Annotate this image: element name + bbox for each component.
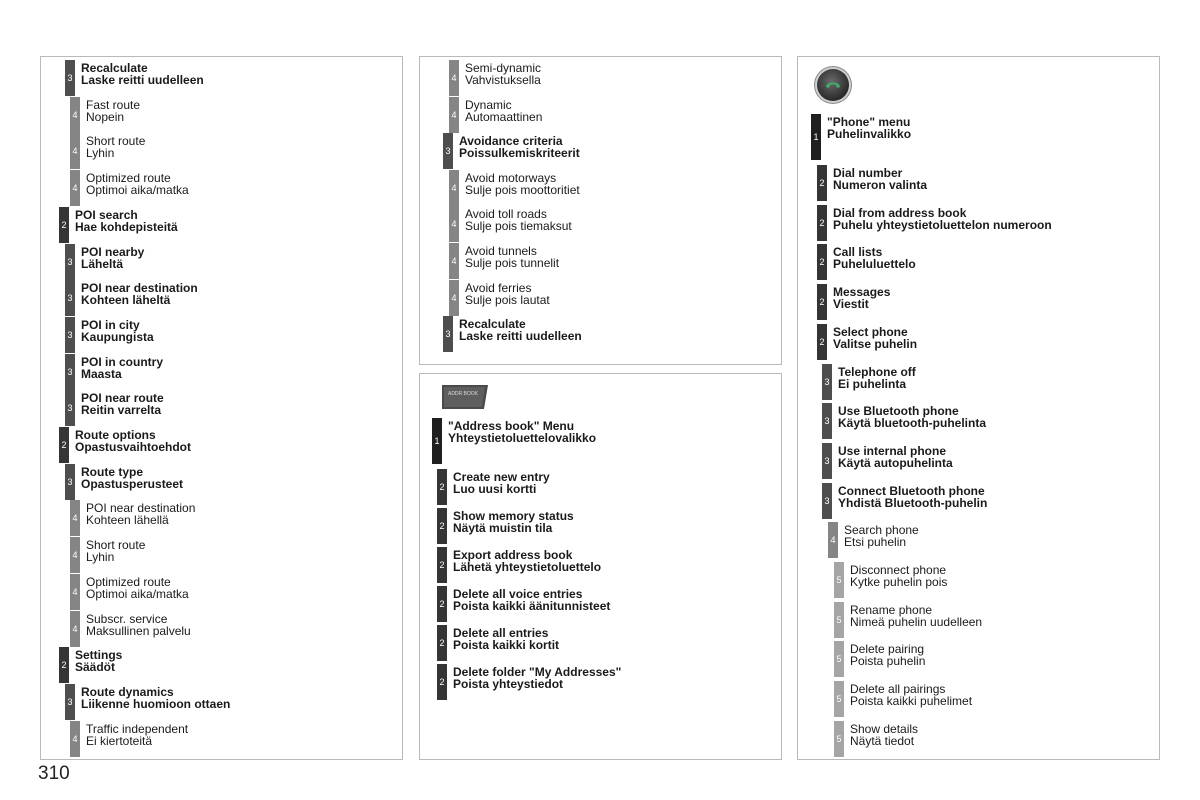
menu-item-label-en: Dial from address book [833, 205, 967, 220]
menu-item-labels [86, 576, 189, 600]
menu-level-marker: 4 [70, 170, 80, 206]
menu-item-label-en: Route dynamics [81, 684, 174, 699]
menu-level-marker: 3 [65, 280, 75, 316]
menu-item-label-en: "Phone" menu [827, 115, 911, 129]
menu-item-label-fi: Maasta [81, 366, 122, 381]
menu-item-labels [86, 502, 195, 526]
menu-item-label-en: POI near destination [86, 501, 196, 516]
menu-item-labels [81, 356, 163, 380]
menu-level-marker: 4 [449, 60, 459, 96]
menu-item-labels [75, 649, 122, 673]
menu-item-label-en: POI near destination [81, 281, 198, 296]
menu-item-label-en: Use internal phone [838, 443, 947, 458]
menu-item-labels [465, 282, 550, 306]
menu-item-label-en: Delete pairing [850, 642, 925, 657]
menu-item-label-en: Avoid tunnels [465, 244, 537, 258]
menu-item-labels [81, 392, 164, 416]
menu-item-label-fi: Näytä tiedot [850, 733, 915, 748]
menu-item-label-en: POI near route [81, 391, 164, 406]
menu-level-marker: 4 [828, 522, 838, 558]
menu-item-label-en: Settings [75, 648, 123, 663]
menu-level-marker: 1 [811, 114, 821, 160]
menu-item-labels [850, 643, 925, 667]
menu-item-label-fi: Lähetä yhteystietoluettelo [453, 560, 602, 574]
menu-item-labels [86, 135, 145, 159]
menu-level-marker: 2 [437, 586, 447, 622]
menu-item-label-fi: Poista kaikki äänitunnisteet [453, 599, 611, 613]
menu-item-label-fi: Käytä autopuhelinta [838, 455, 953, 470]
menu-level-marker: 2 [817, 284, 827, 320]
menu-item-labels [838, 366, 916, 390]
menu-level-marker: 2 [59, 647, 69, 683]
menu-item-label-fi: Lyhin [86, 550, 115, 565]
menu-item-label-fi: Sulje pois tiemaksut [465, 219, 572, 234]
menu-level-marker: 4 [449, 280, 459, 316]
menu-item-labels [465, 245, 559, 269]
menu-item-labels [453, 588, 610, 612]
menu-level-marker: 3 [822, 483, 832, 519]
menu-item-label-en: Optimized route [86, 171, 171, 186]
menu-level-marker: 3 [822, 364, 832, 400]
menu-item-labels [459, 135, 580, 159]
menu-item-label-fi: Opastusvaihtoehdot [75, 440, 192, 454]
menu-item-labels [81, 319, 154, 343]
menu-level-marker: 4 [449, 170, 459, 206]
menu-item-label-en: Short route [86, 134, 146, 149]
menu-item-labels [833, 246, 916, 270]
menu-item-labels [86, 539, 145, 563]
menu-item-label-en: "Address book" Menu [448, 419, 575, 433]
menu-item-labels [850, 564, 947, 588]
menu-item-label-fi: Läheltä [81, 256, 124, 271]
menu-item-labels [81, 62, 204, 86]
menu-item-label-en: Export address book [453, 548, 573, 562]
menu-item-label-fi: Puhelinvalikko [827, 127, 912, 141]
menu-level-marker: 5 [834, 602, 844, 638]
menu-item-label-fi: Kaupungista [81, 329, 154, 344]
menu-item-labels [838, 485, 987, 509]
menu-item-labels [850, 683, 972, 707]
menu-item-label-fi: Valitse puhelin [833, 336, 918, 351]
menu-level-marker: 3 [65, 317, 75, 353]
menu-level-marker: 2 [817, 244, 827, 280]
menu-item-labels [850, 723, 918, 747]
menu-item-label-en: POI in city [81, 317, 140, 332]
menu-item-label-en: Dial number [833, 166, 903, 180]
menu-item-labels [833, 286, 890, 310]
menu-item-label-en: Rename phone [850, 602, 933, 617]
menu-item-label-en: Avoid motorways [465, 170, 557, 185]
menu-item-label-fi: Näytä muistin tila [453, 521, 553, 535]
menu-item-label-en: Search phone [844, 523, 919, 538]
address-book-key-label: ADDR BOOK [447, 391, 479, 397]
menu-item-label-en: Telephone off [838, 364, 916, 379]
menu-level-marker: 4 [70, 97, 80, 133]
menu-level-marker: 5 [834, 641, 844, 677]
menu-item-label-fi: Optimoi aika/matka [86, 183, 189, 198]
menu-item-label-fi: Poista yhteystiedot [453, 677, 564, 691]
menu-item-labels [465, 172, 580, 196]
menu-level-marker: 3 [65, 354, 75, 390]
menu-item-label-fi: Viestit [833, 297, 869, 312]
menu-item-label-en: Messages [833, 285, 891, 300]
menu-item-label-fi: Sulje pois moottoritiet [465, 182, 580, 197]
menu-item-labels [453, 549, 601, 573]
menu-item-labels [844, 524, 919, 548]
menu-item-label-en: Delete all pairings [850, 682, 946, 697]
menu-item-label-fi: Yhteystietoluettelovalikko [448, 431, 597, 445]
menu-level-marker: 4 [70, 537, 80, 573]
menu-item-labels [838, 445, 953, 469]
menu-item-label-en: Use Bluetooth phone [838, 404, 959, 419]
menu-item-label-fi: Opastusperusteet [81, 476, 184, 491]
menu-level-marker: 4 [70, 611, 80, 647]
menu-item-label-en: Avoid toll roads [465, 207, 547, 222]
menu-item-label-en: Semi-dynamic [465, 61, 542, 75]
menu-item-label-fi: Hae kohdepisteitä [75, 219, 178, 234]
menu-item-label-fi: Sulje pois tunnelit [465, 256, 560, 270]
menu-item-label-fi: Lyhin [86, 146, 115, 161]
menu-level-marker: 4 [449, 206, 459, 242]
menu-item-label-fi: Vahvistuksella [465, 73, 541, 87]
menu-item-label-fi: Luo uusi kortti [453, 482, 537, 496]
menu-item-label-en: Delete folder "My Addresses" [453, 665, 622, 679]
menu-item-label-fi: Puheluluettelo [833, 257, 916, 272]
menu-item-labels [75, 209, 178, 233]
menu-item-labels [453, 471, 550, 495]
menu-level-marker: 1 [432, 418, 442, 464]
menu-item-label-fi: Ei kiertoteitä [86, 733, 153, 748]
menu-item-label-en: Recalculate [459, 317, 526, 332]
menu-item-label-fi: Poista kaikki puhelimet [850, 694, 973, 709]
menu-item-label-fi: Säädöt [75, 660, 116, 675]
phone-menu-panel [797, 56, 1160, 760]
menu-level-marker: 2 [59, 207, 69, 243]
menu-item-labels [459, 318, 582, 342]
menu-item-label-en: POI in country [81, 354, 164, 369]
menu-item-label-en: Avoidance criteria [459, 134, 563, 149]
menu-item-label-fi: Poista puhelin [850, 654, 926, 669]
menu-level-marker: 4 [449, 243, 459, 279]
menu-item-label-en: Call lists [833, 245, 883, 260]
menu-item-labels [838, 405, 986, 429]
menu-item-labels [850, 604, 982, 628]
menu-level-marker: 2 [59, 427, 69, 463]
menu-item-labels [833, 207, 1052, 231]
menu-item-labels [827, 116, 911, 140]
menu-item-labels [465, 62, 541, 86]
menu-item-label-en: Select phone [833, 324, 908, 339]
address-book-key-icon [442, 385, 488, 409]
menu-item-labels [81, 466, 183, 490]
menu-item-labels [465, 99, 542, 123]
menu-item-labels [833, 326, 917, 350]
menu-item-label-en: Short route [86, 538, 146, 553]
menu-item-labels [86, 99, 140, 123]
menu-item-label-fi: Ei puhelinta [838, 376, 907, 391]
menu-item-label-fi: Kohteen lähellä [86, 513, 169, 528]
menu-item-label-en: Traffic independent [86, 721, 189, 736]
menu-level-marker: 2 [437, 547, 447, 583]
menu-item-labels [81, 282, 198, 306]
address-book-menu-panel [419, 373, 782, 760]
menu-level-marker: 4 [70, 500, 80, 536]
menu-item-labels [448, 420, 596, 444]
menu-item-label-fi: Kytke puhelin pois [850, 575, 948, 589]
menu-item-label-fi: Kohteen läheltä [81, 293, 171, 308]
menu-item-label-en: Avoid ferries [465, 280, 532, 295]
menu-item-labels [81, 686, 230, 710]
menu-level-marker: 5 [834, 681, 844, 717]
menu-level-marker: 2 [817, 165, 827, 201]
menu-level-marker: 2 [817, 205, 827, 241]
menu-item-labels [81, 246, 144, 270]
menu-item-label-en: Subscr. service [86, 611, 168, 626]
menu-level-marker: 2 [437, 469, 447, 505]
menu-item-label-en: POI search [75, 207, 138, 222]
menu-item-label-en: Dynamic [465, 97, 512, 112]
menu-level-marker: 4 [70, 574, 80, 610]
menu-item-label-fi: Reitin varrelta [81, 403, 162, 418]
menu-item-label-fi: Optimoi aika/matka [86, 586, 189, 601]
menu-item-labels [75, 429, 191, 453]
menu-item-label-fi: Liikenne huomioon ottaen [81, 696, 231, 711]
menu-item-labels [453, 627, 559, 651]
menu-level-marker: 3 [65, 464, 75, 500]
menu-item-label-en: Route type [81, 464, 144, 479]
menu-level-marker: 3 [65, 60, 75, 96]
phone-handset-icon [817, 69, 849, 101]
menu-level-marker: 3 [65, 390, 75, 426]
menu-level-marker: 3 [65, 244, 75, 280]
menu-item-label-fi: Nopein [86, 109, 125, 124]
menu-item-label-en: Recalculate [81, 61, 148, 75]
menu-item-label-en: POI nearby [81, 244, 145, 259]
menu-level-marker: 3 [822, 403, 832, 439]
menu-item-labels [833, 167, 927, 191]
menu-level-marker: 3 [443, 316, 453, 352]
menu-item-label-en: Show memory status [453, 509, 574, 523]
menu-item-label-fi: Automaattinen [465, 109, 543, 124]
menu-item-labels [465, 208, 572, 232]
menu-item-label-en: Delete all voice entries [453, 587, 583, 601]
menu-item-label-fi: Laske reitti uudelleen [459, 329, 582, 344]
menu-item-label-en: Optimized route [86, 574, 171, 589]
menu-level-marker: 3 [822, 443, 832, 479]
menu-item-label-fi: Nimeä puhelin uudelleen [850, 614, 983, 629]
menu-item-label-en: Connect Bluetooth phone [838, 483, 985, 498]
menu-level-marker: 5 [834, 562, 844, 598]
menu-level-marker: 5 [834, 721, 844, 757]
menu-item-label-fi: Poissulkemiskriteerit [459, 146, 580, 161]
menu-item-label-fi: Numeron valinta [833, 178, 928, 192]
menu-item-labels [453, 510, 574, 534]
menu-level-marker: 4 [70, 133, 80, 169]
navigation-menu-panel-middle-top [419, 56, 782, 365]
menu-item-label-en: Delete all entries [453, 626, 549, 640]
menu-item-label-fi: Käytä bluetooth-puhelinta [838, 416, 986, 431]
menu-item-label-fi: Yhdistä Bluetooth-puhelin [838, 495, 988, 510]
menu-level-marker: 4 [70, 721, 80, 757]
menu-item-label-en: Fast route [86, 97, 141, 112]
menu-level-marker: 4 [449, 97, 459, 133]
menu-level-marker: 3 [443, 133, 453, 169]
menu-item-label-en: Show details [850, 721, 919, 736]
navigation-menu-panel-left [40, 56, 403, 760]
menu-item-label-en: Route options [75, 428, 156, 442]
menu-item-label-en: Disconnect phone [850, 563, 947, 577]
menu-item-label-fi: Laske reitti uudelleen [81, 73, 204, 87]
menu-level-marker: 2 [437, 625, 447, 661]
menu-item-label-fi: Etsi puhelin [844, 535, 907, 550]
menu-level-marker: 2 [817, 324, 827, 360]
menu-item-label-en: Create new entry [453, 470, 550, 484]
menu-item-label-fi: Sulje pois lautat [465, 292, 550, 307]
menu-item-labels [453, 666, 621, 690]
menu-item-labels [86, 172, 189, 196]
menu-item-labels [86, 613, 191, 637]
page-number: 310 [38, 763, 70, 784]
menu-item-label-fi: Puhelu yhteystietoluettelon numeroon [833, 217, 1052, 232]
menu-item-label-fi: Poista kaikki kortit [453, 638, 560, 652]
menu-level-marker: 2 [437, 664, 447, 700]
menu-level-marker: 3 [65, 684, 75, 720]
menu-item-labels [86, 723, 188, 747]
menu-level-marker: 2 [437, 508, 447, 544]
menu-item-label-fi: Maksullinen palvelu [86, 623, 191, 638]
